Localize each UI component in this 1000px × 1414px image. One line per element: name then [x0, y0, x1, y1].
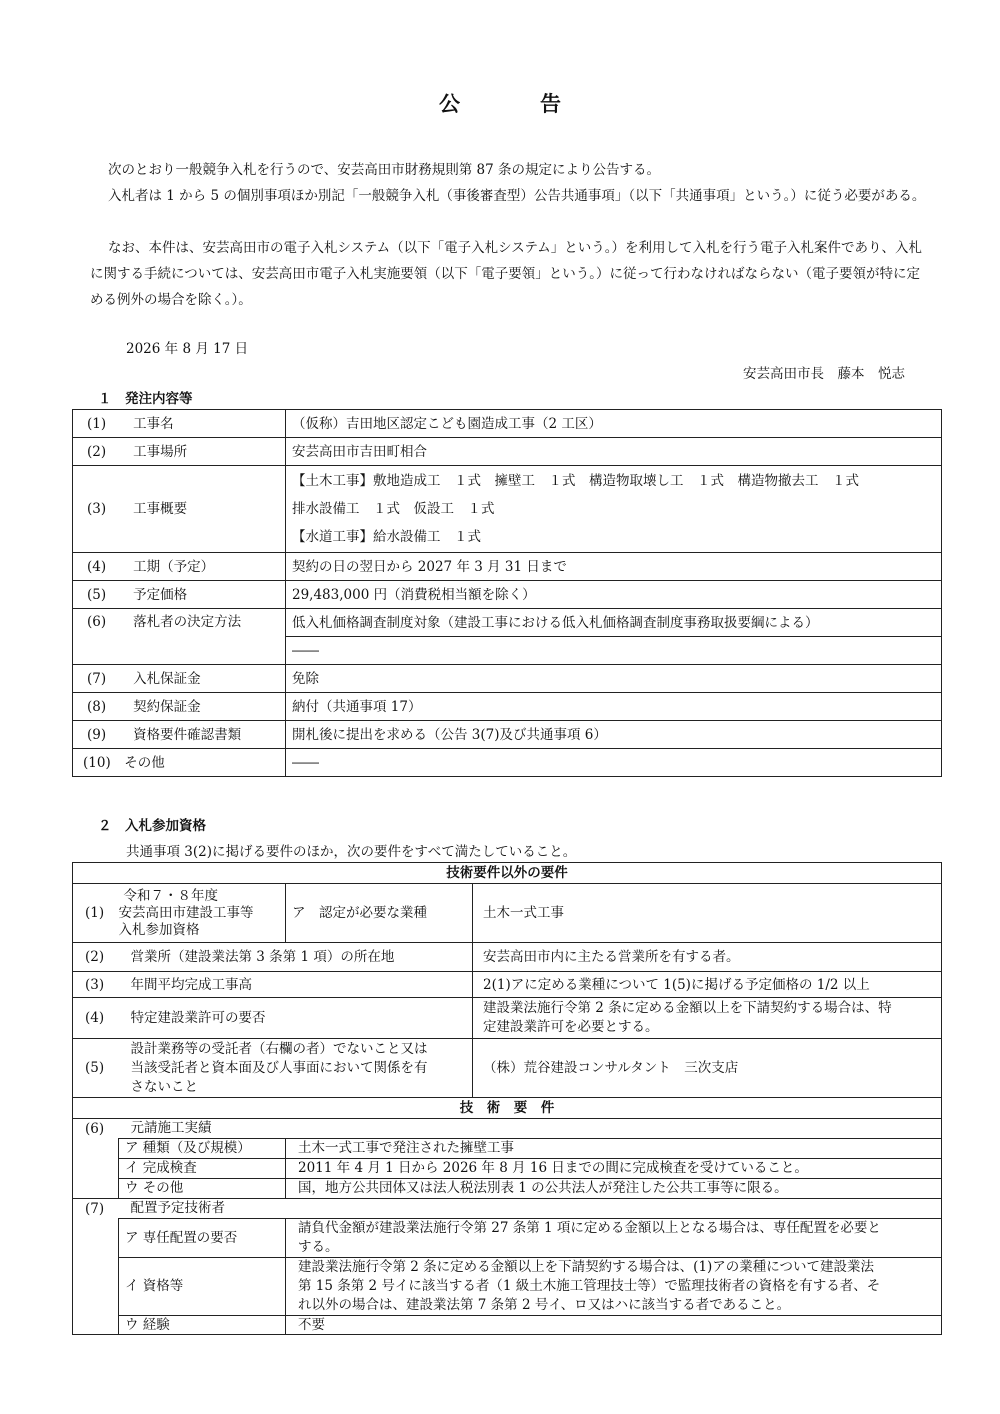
row-value — [286, 466, 942, 553]
row-label — [119, 884, 286, 943]
row-label: (7) 入札保証金 — [73, 665, 286, 693]
row-label-line: 入札参加資格 — [118, 921, 200, 938]
work-summary-line: 【水道工事】給水設備工 １式 — [292, 529, 481, 545]
sub-value: 2011 年 4 月 1 日から 2026 年 8 月 16 日までの間に完成検査を受けていること。 — [286, 1158, 942, 1178]
row-number: (5) — [73, 1039, 119, 1098]
section-1-heading: １ 発注内容等 — [98, 391, 193, 407]
spacer-cell — [73, 1315, 119, 1335]
row-label: 営業所（建設業法第 3 条第 1 項）の所在地 — [119, 943, 473, 972]
row-sub-label: ア 認定が必要な業種 — [286, 884, 473, 943]
sub-value-line: する。 — [298, 1238, 339, 1255]
row-label: (10) その他 — [73, 749, 286, 777]
row-value: 契約の日の翌日から 2027 年 3 月 31 日まで — [286, 553, 942, 581]
row-value: 低入札価格調査制度対象（建設工事における低入札価格調査制度事務取扱要綱による） — [286, 609, 942, 637]
row-label: (6) 落札者の決定方法 — [73, 609, 286, 665]
row-value: 2(1)アに定める業種について 1(5)に掲げる予定価格の 1/2 以上 — [473, 972, 942, 998]
row-label: 元請施工実績 — [119, 1119, 942, 1139]
table-row — [73, 1119, 942, 1139]
row-value: ―― — [286, 749, 942, 777]
row-value: 安芸高田市内に主たる営業所を有する者。 — [473, 943, 942, 972]
sub-label: ア 専任配置の要否 — [119, 1218, 286, 1257]
section-2-lead: 共通事項 3(2)に掲げる要件のほか，次の要件をすべて満たしていること。 — [126, 844, 577, 860]
page-title — [0, 88, 1000, 118]
row-value-line: 定建設業許可を必要とする。 — [483, 1019, 659, 1035]
row-value: 開札後に提出を求める（公告 3(7)及び共通事項 6） — [286, 721, 942, 749]
row-label: 年間平均完成工事高 — [119, 972, 473, 998]
title-char-1: 公 — [439, 91, 460, 116]
row-value: 29,483,000 円（消費税相当額を除く） — [286, 581, 942, 609]
row-number: (7) — [73, 1199, 119, 1219]
table-row — [73, 1138, 942, 1158]
row-value: （仮称）吉田地区認定こども園造成工事（2 工区） — [286, 410, 942, 438]
table-row — [73, 410, 942, 438]
table-row — [73, 1039, 942, 1098]
sub-value — [286, 1257, 942, 1315]
intro-paragraph-1: 次のとおり一般競争入札を行うので、安芸高田市財務規則第 87 条の規定により公告する。 — [108, 162, 660, 178]
row-number: (2) — [73, 943, 119, 972]
sub-label: ウ その他 — [119, 1178, 286, 1199]
row-number: (3) — [73, 972, 119, 998]
row-value: 安芸高田市吉田町相合 — [286, 438, 942, 466]
table-row — [73, 721, 942, 749]
table-row — [73, 943, 942, 972]
row-label-line: 当該受託者と資本面及び人事面において関係を有 — [130, 1059, 428, 1076]
sub-label: ア 種類（及び規模） — [119, 1138, 286, 1158]
sub-value: 土木一式工事で発注された擁壁工事 — [286, 1138, 942, 1158]
row-label: (1) 工事名 — [73, 410, 286, 438]
row-label-line: 令和７・８年度 — [123, 887, 218, 904]
non-technical-requirements-header: 技術要件以外の要件 — [73, 863, 942, 884]
row-label: 特定建設業許可の要否 — [119, 998, 473, 1039]
table-row — [73, 1218, 942, 1257]
row-label-line: 設計業務等の受託者（右欄の者）でないこと又は — [130, 1040, 428, 1057]
row-value-secondary: ―― — [286, 637, 942, 665]
eligibility-table — [72, 862, 942, 1335]
spacer-cell — [73, 1218, 119, 1257]
table-row — [73, 553, 942, 581]
table-row — [73, 1315, 942, 1335]
work-summary-line: 【土木工事】敷地造成工 １式 擁壁工 １式 構造物取壊し工 １式 構造物撤去工 １式 — [292, 473, 859, 489]
spacer-cell — [73, 1138, 119, 1158]
spacer-cell — [73, 1158, 119, 1178]
issuer-name: 安芸高田市長 藤本 悦志 — [743, 366, 905, 382]
row-label: (4) 工期（予定） — [73, 553, 286, 581]
table-row — [73, 693, 942, 721]
row-value — [473, 998, 942, 1039]
sub-value: 国，地方公共団体又は法人税法別表 1 の公共法人が発注した公共工事等に限る。 — [286, 1178, 942, 1199]
table-row — [73, 972, 942, 998]
table-row — [73, 998, 942, 1039]
row-value-line: 建設業法施行令第 2 条に定める金額以上を下請契約する場合は、特 — [483, 1000, 892, 1016]
table-row — [73, 749, 942, 777]
row-value: 土木一式工事 — [473, 884, 942, 943]
sub-value-line: 建設業法施行令第 2 条に定める金額以上を下請契約する場合は、(1)アの業種について建設業法 — [298, 1258, 875, 1275]
row-label: 配置予定技術者 — [119, 1199, 942, 1219]
sub-value — [286, 1218, 942, 1257]
table-row — [73, 884, 942, 943]
sub-label: ウ 経験 — [119, 1315, 286, 1335]
sub-value-line: 第 15 条第 2 号イに該当する者（1 級土木施工管理技士等）で監理技術者の資格を有する者、そ — [298, 1277, 881, 1294]
row-label — [119, 1039, 473, 1098]
row-number: (6) — [73, 1119, 119, 1139]
row-label: (5) 予定価格 — [73, 581, 286, 609]
table-header-row — [73, 1098, 942, 1119]
table-row — [73, 1158, 942, 1178]
notice-date: 2026 年 8 月 17 日 — [126, 341, 249, 357]
table-row — [73, 1199, 942, 1219]
table-row — [73, 438, 942, 466]
spacer-cell — [73, 1178, 119, 1199]
sub-value-line: 請負代金額が建設業法施行令第 27 条第 1 項に定める金額以上となる場合は、専任配置を必要と — [298, 1219, 881, 1236]
row-label: (3) 工事概要 — [73, 466, 286, 553]
intro-paragraph-2: 入札者は 1 から 5 の個別事項ほか別記「一般競争入札（事後審査型）公告共通事項」（以下「共通事項」という。）に従う必要がある。 — [108, 188, 926, 204]
order-details-table — [72, 409, 942, 777]
work-summary-line: 排水設備工 １式 仮設工 １式 — [292, 501, 495, 517]
intro-paragraph-3: なお、本件は、安芸高田市の電子入札システム（以下「電子入札システム」という。）を利用して入札を行う電子入札案件であり、入札に関する手続については、安芸高田市電子入札実施要領（以下「電子要領」という。）に従って行わなければならない（電子要領が特に定める例外の場合を除く。）。 — [90, 240, 923, 308]
row-label: (9) 資格要件確認書類 — [73, 721, 286, 749]
sub-value: 不要 — [286, 1315, 942, 1335]
table-row — [73, 665, 942, 693]
row-value: （株）荒谷建設コンサルタント 三次支店 — [473, 1039, 942, 1098]
table-row — [73, 1178, 942, 1199]
row-label: (8) 契約保証金 — [73, 693, 286, 721]
row-number: (1) — [73, 884, 119, 943]
sub-label: イ 資格等 — [119, 1257, 286, 1315]
sub-value-line: れ以外の場合は、建設業法第 7 条第 2 号イ、ロ又はハに該当する者であること。 — [298, 1296, 791, 1313]
spacer-cell — [73, 1257, 119, 1315]
title-char-2: 告 — [540, 91, 561, 116]
row-value: 納付（共通事項 17） — [286, 693, 942, 721]
table-row — [73, 1257, 942, 1315]
table-header-row — [73, 863, 942, 884]
sub-label: イ 完成検査 — [119, 1158, 286, 1178]
table-row — [73, 466, 942, 553]
technical-requirements-header: 技 術 要 件 — [73, 1098, 942, 1119]
table-row — [73, 609, 942, 637]
row-label-line: 安芸高田市建設工事等 — [118, 904, 254, 921]
row-label: (2) 工事場所 — [73, 438, 286, 466]
row-label-line: さないこと — [130, 1078, 198, 1095]
row-number: (4) — [73, 998, 119, 1039]
row-value: 免除 — [286, 665, 942, 693]
section-2-heading: ２ 入札参加資格 — [98, 818, 206, 834]
table-row — [73, 581, 942, 609]
